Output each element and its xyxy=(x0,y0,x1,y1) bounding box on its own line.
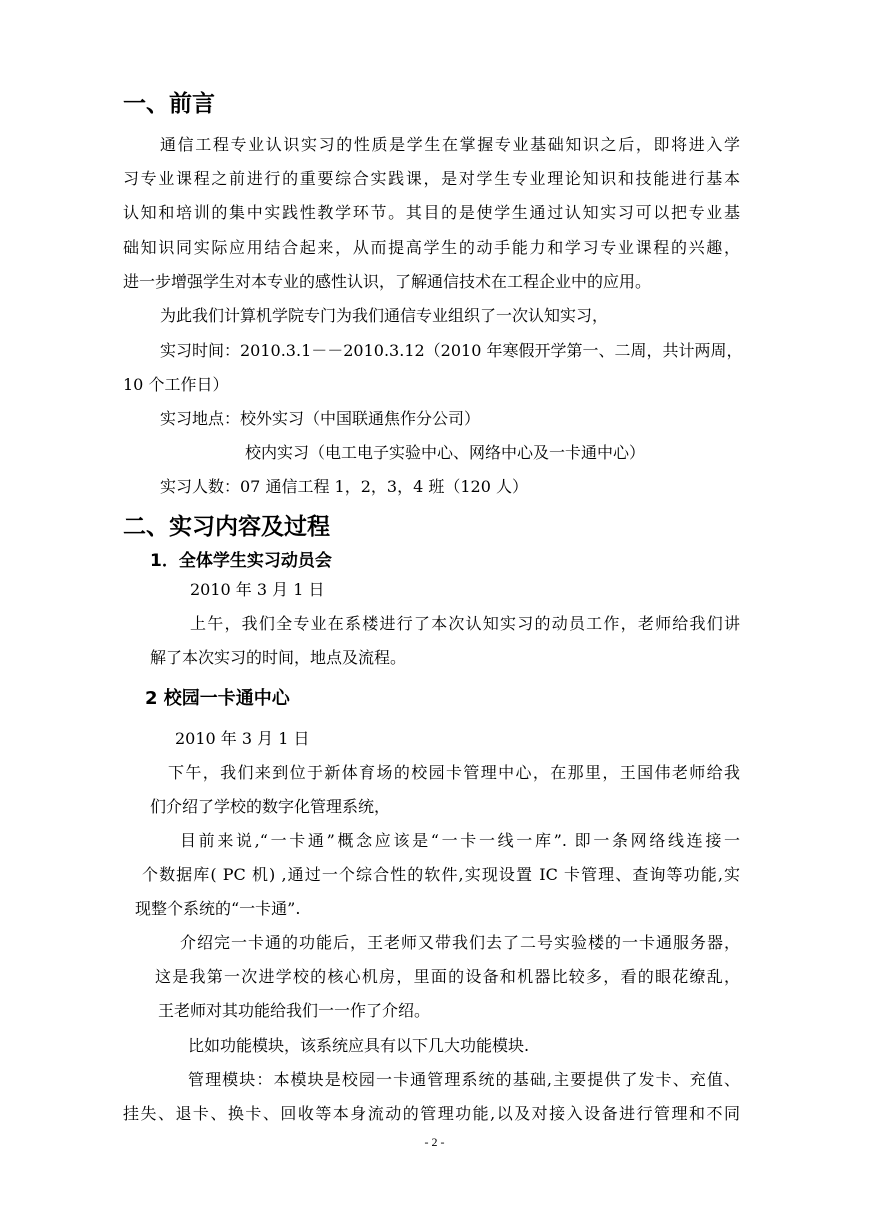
internship-time-line-1: 实习时间：2010.3.1－－2010.3.12（2010 年寒假开学第一、二周，共计两周， xyxy=(160,341,743,360)
subsection-2-p1-line-2: 们介绍了学校的数字化管理系统， xyxy=(150,797,391,816)
subsection-2-p5-line-1: 管理模块：本模块是校园一卡通管理系统的基础,主要提供了发卡、充值、 xyxy=(188,1070,740,1089)
intro-line-4: 础知识同实际应用结合起来，从而提高学生的动手能力和学习专业课程的兴趣， xyxy=(123,238,740,257)
subsection-title-2: 2 校园一卡通中心 xyxy=(145,688,290,709)
internship-time-line-2: 10 个工作日） xyxy=(123,375,229,394)
subsection-2-p5-line-2: 挂失、退卡、换卡、回收等本身流动的管理功能,以及对接入设备进行管理和不同 xyxy=(123,1104,740,1123)
subsection-2-p2-line-1: 目前来说,“一卡通”概念应该是“一卡一线一库”. 即一条网络线连接一 xyxy=(180,831,740,850)
page-number: - 2 - xyxy=(424,1135,445,1149)
subsection-2-p3-line-2: 这是我第一次进学校的核心机房，里面的设备和机器比较多，看的眼花缭乱， xyxy=(155,967,740,986)
subsection-1-line-1: 上午，我们全专业在系楼进行了本次认知实习的动员工作，老师给我们讲 xyxy=(190,614,740,633)
subsection-2-p2-line-3: 现整个系统的“一卡通”. xyxy=(135,899,301,918)
subsection-1-date: 2010 年 3 月 1 日 xyxy=(190,580,325,599)
intro-line-3: 认知和培训的集中实践性教学环节。其目的是使学生通过认知实习可以把专业基 xyxy=(123,203,740,222)
intro-organized: 为此我们计算机学院专门为我们通信专业组织了一次认知实习， xyxy=(160,306,609,325)
subsection-1-line-2: 解了本次实习的时间，地点及流程。 xyxy=(150,648,407,667)
subsection-2-p1-line-1: 下午，我们来到位于新体育场的校园卡管理中心，在那里，王国伟老师给我 xyxy=(168,763,740,782)
internship-place-line-2: 校内实习（电工电子实验中心、网络中心及一卡通中心） xyxy=(245,443,646,462)
intro-line-5: 进一步增强学生对本专业的感性认识，了解通信技术在工程企业中的应用。 xyxy=(123,272,652,291)
subsection-2-p2-line-2: 个数据库( PC 机) ,通过一个综合性的软件,实现设置 IC 卡管理、查询等功能,实 xyxy=(142,865,740,884)
subsection-2-p4: 比如功能模块，该系统应具有以下几大功能模块. xyxy=(188,1036,530,1055)
subsection-2-p3-line-1: 介绍完一卡通的功能后，王老师又带我们去了二号实验楼的一卡通服务器， xyxy=(180,933,740,952)
subsection-2-date: 2010 年 3 月 1 日 xyxy=(175,729,310,748)
internship-place-line-1: 实习地点：校外实习（中国联通焦作分公司） xyxy=(160,409,481,428)
section-heading-preface: 一、前言 xyxy=(123,91,215,117)
intro-line-1: 通信工程专业认识实习的性质是学生在掌握专业基础知识之后，即将进入学 xyxy=(160,135,740,154)
section-heading-content: 二、实习内容及过程 xyxy=(123,514,330,540)
subsection-2-p3-line-3: 王老师对其功能给我们一一作了介绍。 xyxy=(158,1001,431,1020)
subsection-title-1: 1．全体学生实习动员会 xyxy=(150,551,332,571)
internship-people: 实习人数：07 通信工程 1，2，3，4 班（120 人） xyxy=(160,477,528,496)
intro-line-2: 习专业课程之前进行的重要综合实践课，是对学生专业理论知识和技能进行基本 xyxy=(123,169,740,188)
